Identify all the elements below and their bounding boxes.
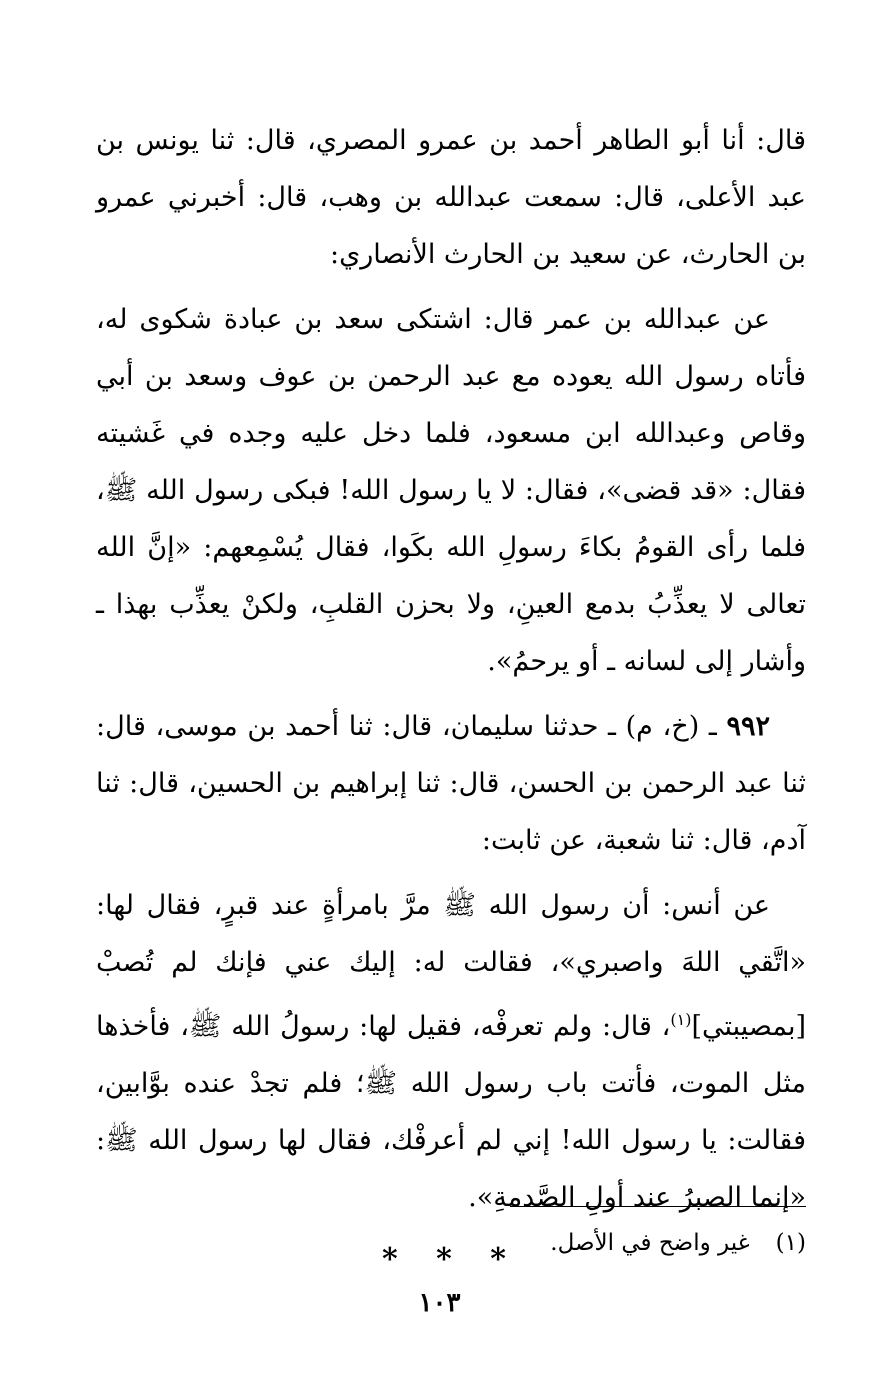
footnote-divider	[510, 1206, 806, 1207]
hadith-992-text	[96, 877, 806, 1226]
hadith-text-paragraph: عن عبدالله بن عمر قال: اشتكى سعد بن عبادة شكوى له، فأتاه رسول الله يعوده مع عبد الرحمن بن عوف وسعد بن أبي وقاص وعبدالله ابن مسعود، فلما دخل عليه وجده في غَشيته فقال: «قد قضى»، فقال: لا يا رسول الله! فبكى رسول الله ﷺ، فلما رأى القومُ بكاءَ رسولِ الله بكَوا، فقال يُسْمِعهم: «إنَّ الله تعالى لا يعذِّبُ بدمع العينِ، ولا بحزن القلبِ، ولكنْ يعذِّب بهذا ـ وأشار إلى لسانه ـ أو يرحمُ».	[96, 304, 806, 677]
page-body	[96, 112, 806, 1280]
hadith-number: ٩٩٢	[726, 711, 770, 742]
isnad-paragraph: قال: أنا أبو الطاهر أحمد بن عمرو المصري، قال: ثنا يونس بن عبد الأعلى، قال: سمعت عبدالله بن وهب، قال: أخبرني عمرو بن الحارث، عن سعيد بن الحارث الأنصاري:	[96, 125, 806, 270]
footnote-marker: (١)	[775, 1230, 806, 1256]
footnote	[206, 1226, 806, 1260]
page-number: ١٠٣	[418, 1288, 461, 1318]
hadith-992-text-part2: ، قال: ولم تعرفْه، فقيل لها: رسولُ الله ﷺ، فأخذها مثل الموت، فأتت باب رسول الله ﷺ؛ فلم تجدْ عنده بوَّابين، فقالت: يا رسول الله! إني لم أعرفْك، فقال لها رسول الله ﷺ: «إنما الصبرُ عند أولِ الصَّدمةِ».	[96, 1011, 806, 1213]
hadith-992-isnad	[96, 698, 806, 869]
hadith-992-isnad-text: ـ (خ، م) ـ حدثنا سليمان، قال: ثنا أحمد بن موسى، قال: ثنا عبد الرحمن بن الحسن، قال: ثنا إبراهيم بن الحسين، قال: ثنا آدم، قال: ثنا شعبة، عن ثابت:	[96, 711, 806, 856]
footnote-text: غير واضح في الأصل.	[550, 1230, 750, 1256]
footnote-reference: (١)	[670, 1010, 692, 1029]
hadith-992-text-part1: عن أنس: أن رسول الله ﷺ مرَّ بامرأةٍ عند قبرٍ، فقال لها: «اتَّقي اللهَ واصبري»، فقالت له: إليك عني فإنك لم تُصبْ [بمصيبتي]	[96, 890, 806, 1042]
section-separator: * * *	[382, 1242, 520, 1277]
